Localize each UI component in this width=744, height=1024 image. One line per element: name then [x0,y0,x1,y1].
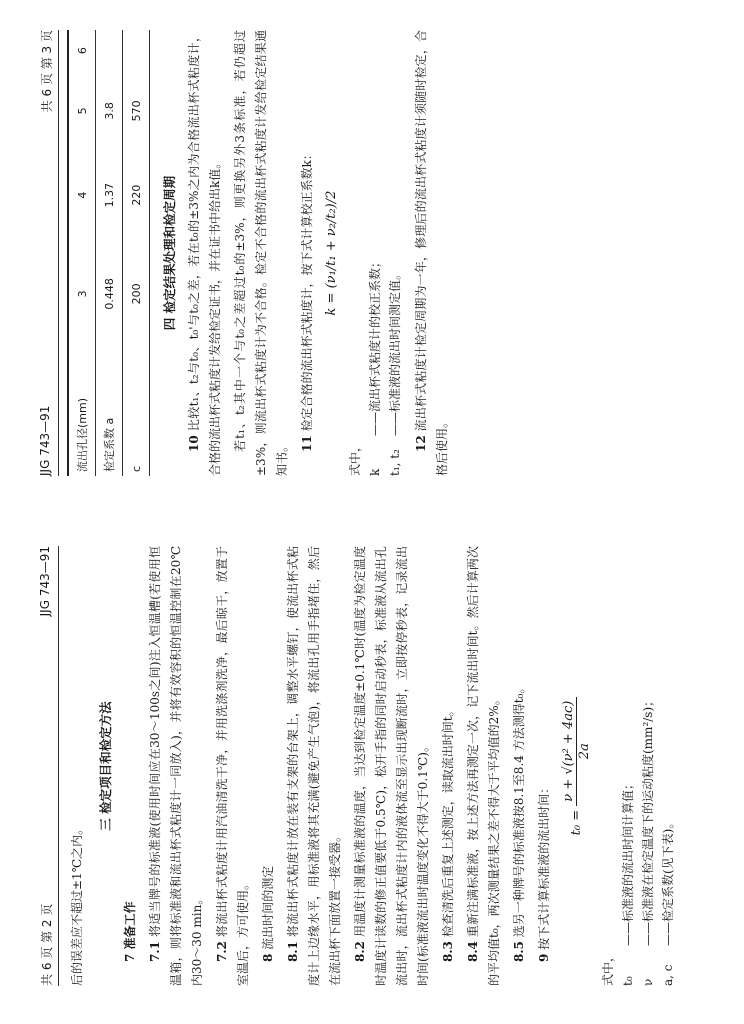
where-item: ν——标准液在检定温度下的运动粘度(mm²/s)； [641,694,655,986]
table-cell: 200 [123,240,150,348]
page-number: 共 6 页 第 3 页 [40,30,54,113]
clause: 8.1 将流出杯式粘度计放在装有支架的台架上，调整水平螺钉，使流出杯式粘度计上边缘水平，用标准液将其充满(避免产生气泡)，将流出孔用手指堵住，然后在流出杯下面放置一接受器。 [286,546,342,986]
table-header-cell: c [123,348,150,476]
running-head [38,30,59,476]
clause: 8 流出时间的测定 [261,865,275,962]
table-cell [96,30,123,71]
table-cell: 6 [68,30,96,71]
table-cell: 3 [68,240,96,348]
clause: 7.1 将适当牌号的标准液(使用时间应在30～100s之间)注入恒温槽(若使用恒温箱，则将标准液和流出杯式粘度计一同放入)，并将有效容积的恒温控制在20℃内30～30 min。 [148,546,204,986]
running-head [38,546,59,986]
table-header-cell: 检定系数 a [96,348,123,476]
table-row [68,30,96,476]
standard-code: JJG 743—91 [38,405,52,476]
clause: 7 准备工作 [123,901,137,962]
clause-list [120,546,555,986]
intro-line: 后的误差应不超过±1℃之内。 [70,822,84,986]
where-label: 式中， [601,949,615,986]
table-cell: 4 [68,151,96,240]
where-item: t₀——标准液的流出时间计算值； [621,777,635,986]
clause: 若t₁、t₂其中一个与t₀之差超过t₀的±3%，则更换另外3条标准，若仍超过±3%，则流出杯式粘度计为不合格。检定不合格的流出杯式粘度计发给检定结果通知书。 [233,30,289,476]
clause: 11 检定合格的流出杯式粘度计，按下式计算校正系数k： [300,148,314,452]
clause: 8.5 选另一种牌号的标准液按8.1至8.4 方法测得t₀。 [512,681,526,962]
page-2 [0,512,744,1024]
formula-k: k = (ν₁/t₁ + ν₂/t₂)/2 [324,190,339,316]
clause: 8.2 用温度计测量标准液的温度，当达到检定温度±0.1℃时(温度为检定温度时温度计读数的修正值要低于0.5℃)，松开手指的同时启动秒表，标准液从流出孔流出时，流出杯式粘度计内的液体流至显示出现断流时，立即按停秒表，记录流出时间(标准液流出时温度变化不得大于0.1℃)。 [353,546,430,986]
table-cell: 220 [123,151,150,240]
where-item: t₁, t₂——标准液的流出时间测定值。 [388,267,402,476]
clause: 10 比较t₁、t₂与t₀、t₀'与t₀之差，若在t₀的±3%之内为合格流出杯式粘度计，合格的流出杯式粘度计发给检定证书，并在证书中给出k值。 [187,30,222,476]
where-label: 式中， [348,439,362,476]
formula-t0: t₀ = ν + √(ν² + 4ac) 2a [561,546,592,986]
clause: 12 流出杯式粘度计检定周期为一年，修理后的流出杯式粘度计须随时检定，合格后使用。 [414,30,449,476]
table-cell: 5 [68,71,96,151]
table-cell: 0.448 [96,240,123,348]
coefficient-table [67,30,150,476]
table-header-cell: 流出孔径(mm) [68,348,96,476]
where-item: a, c——检定系数(见下表)。 [661,816,675,986]
section-title: 三 检定项目和检定方法 [98,701,113,831]
section-title: 四 检定结果处理和检定周期 [162,175,177,331]
standard-code: JJG 743—91 [38,546,52,617]
table-cell [123,30,150,71]
page-number: 共 6 页 第 2 页 [40,903,54,986]
table-cell: 3.8 [96,71,123,151]
table-cell: 570 [123,71,150,151]
clause: 8.3 检查清洗后重复上述测定，读取流出时间t。 [441,704,455,962]
clause: 7.2 将流出杯式粘度计用汽油清洗干净，并用洗涤剂洗净，最后晾干，放置于室温后，方可使用。 [215,546,250,986]
clause: 9 按下式计算标准液的流出时间： [537,781,551,962]
table-row [96,30,123,476]
clause: 8.4 重新注满标准液，按上述方法再测定一次，记下流出时间t。然后计算两次的平均值t₀，两次测量结果之差不得大于平均值的2%。 [466,546,501,986]
table-cell: 1.37 [96,151,123,240]
where-item: k——流出杯式粘度计的校正系数； [368,255,382,476]
table-row [123,30,150,476]
